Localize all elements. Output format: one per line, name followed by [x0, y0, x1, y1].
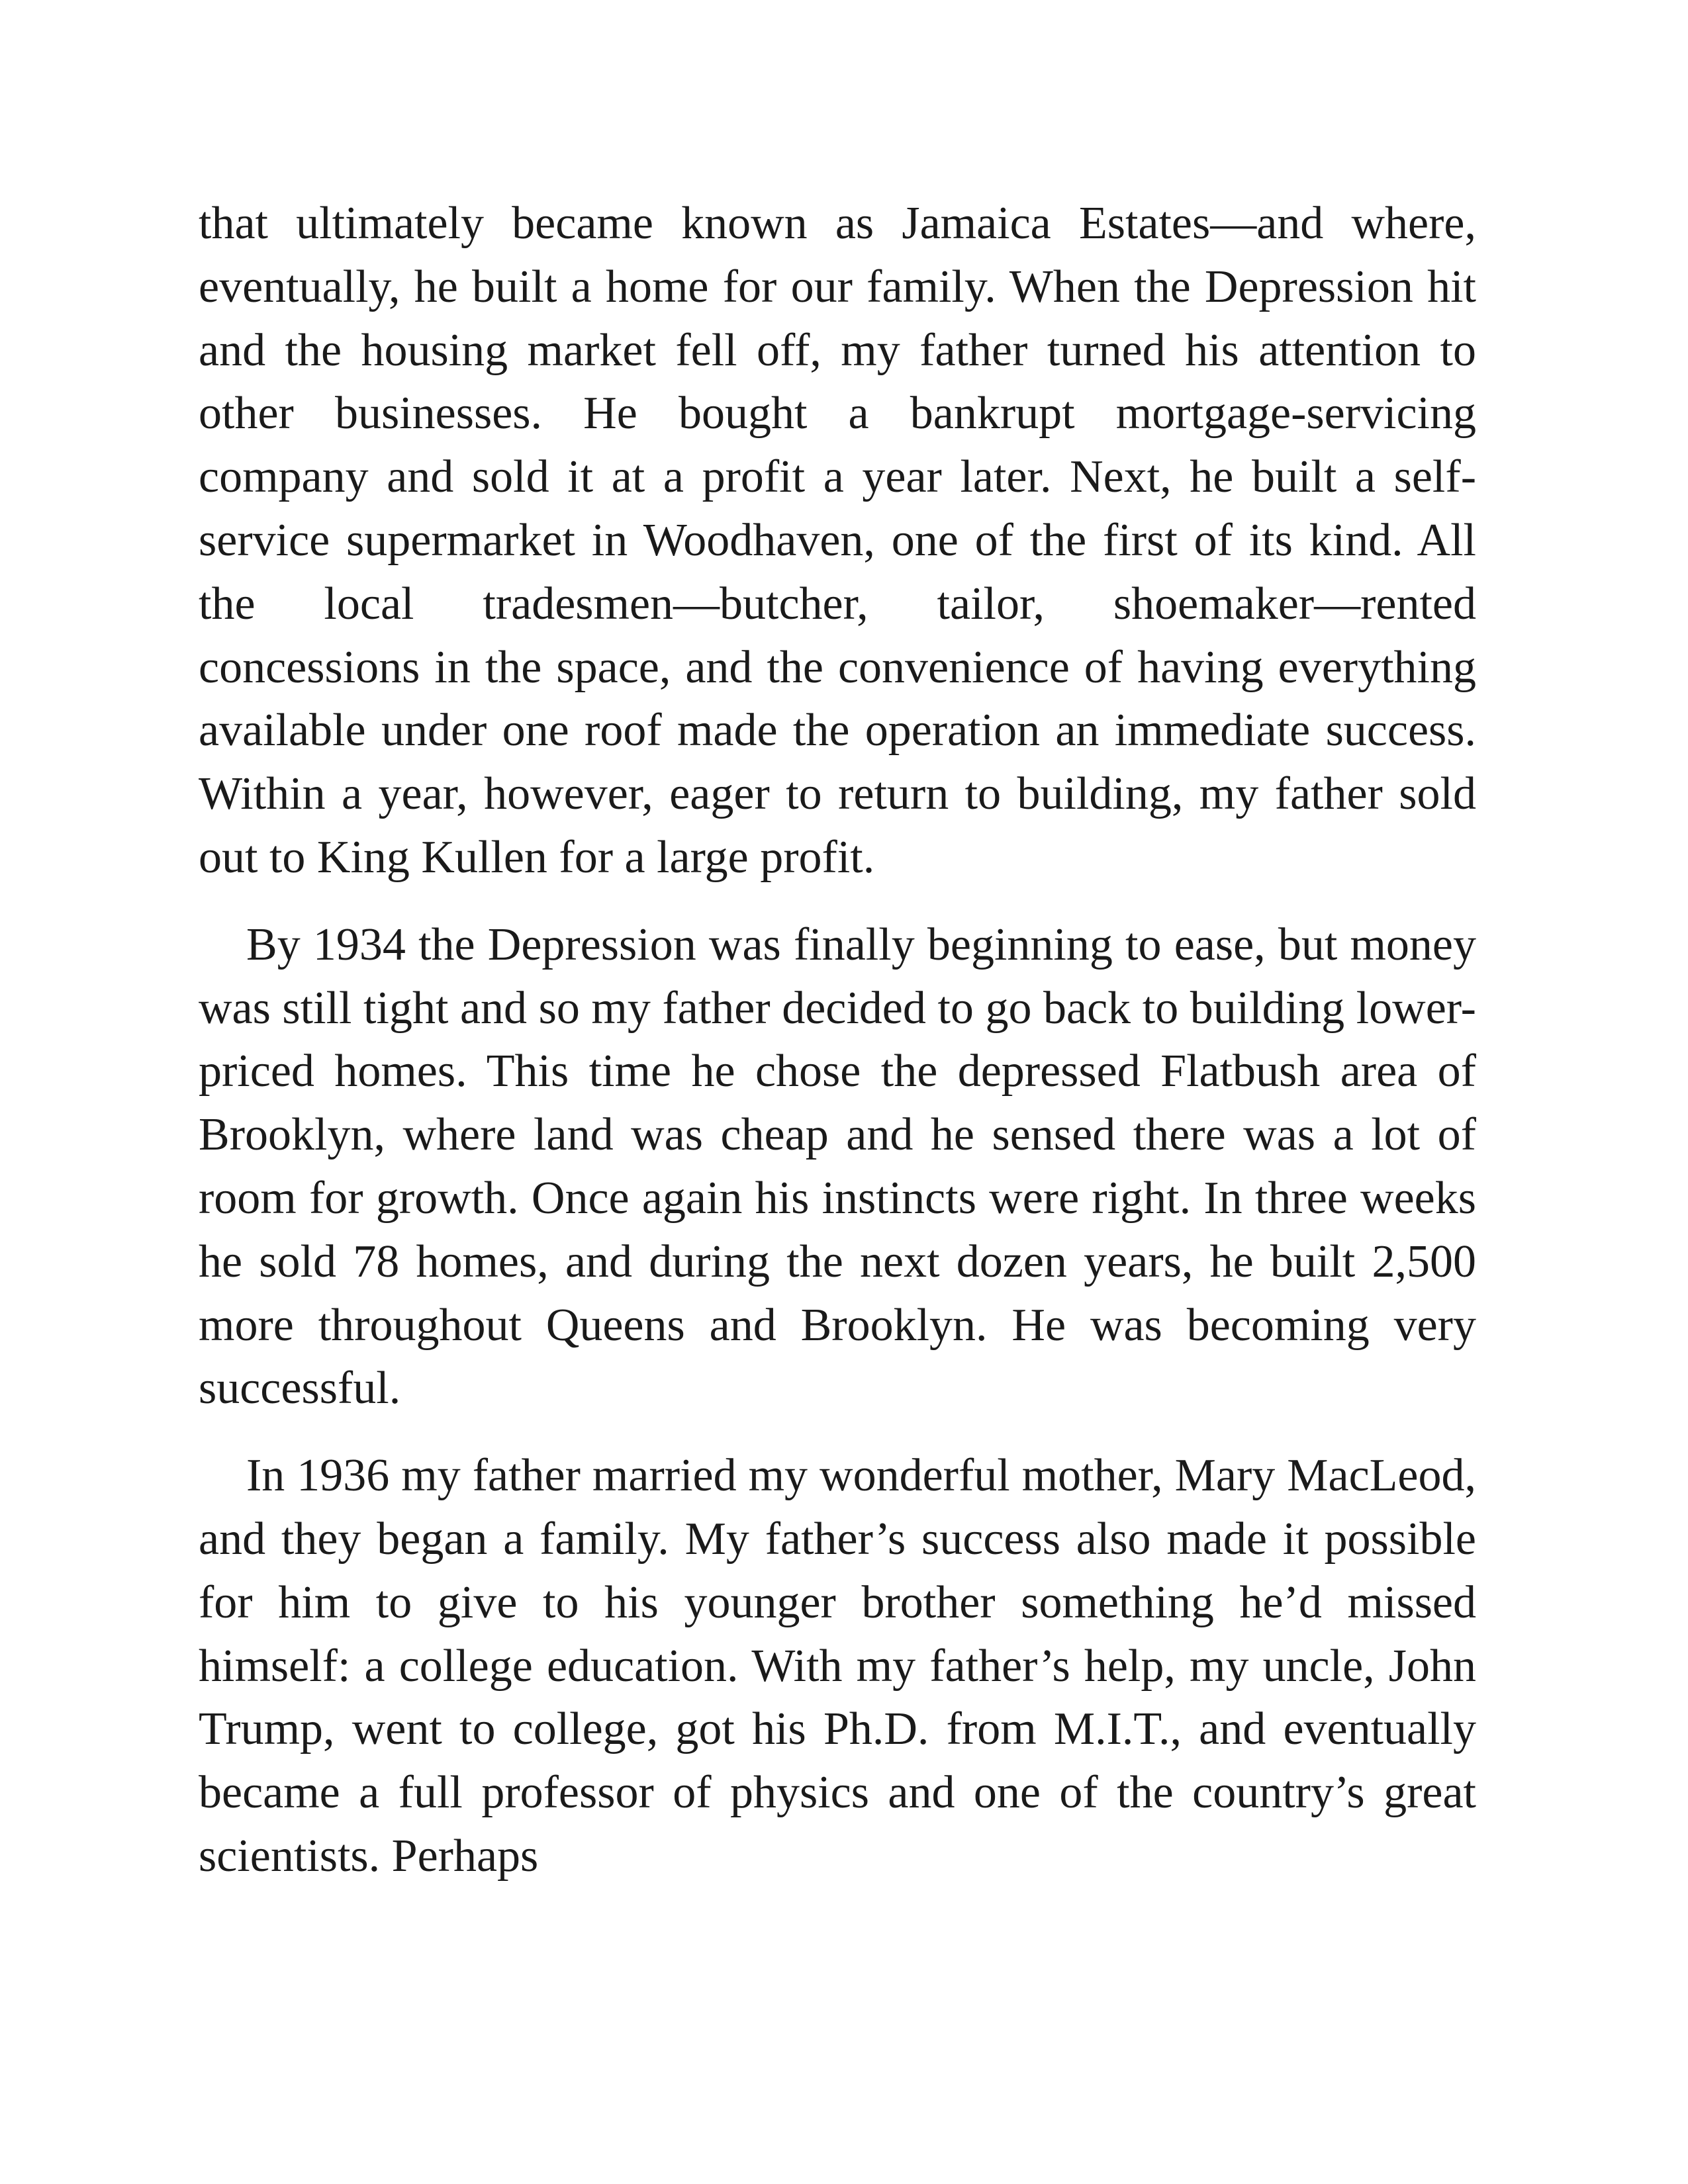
paragraph-1934: By 1934 the Depression was finally beginning to ease, but money was still tight and so my father decided to go back to building lower-priced homes. This time he chose the depressed Flatbush area of Brooklyn, where land was cheap and he sensed there was a lot of room for growth. Once again his instincts were right. In three weeks he sold 78 homes, and during the next dozen years, he built 2,500 more throughout Queens and Brooklyn. He was becoming very successful. — [199, 919, 1476, 1414]
paragraph-continued: that ultimately became known as Jamaica Estates—and where, eventually, he built a home for our family. When the Depression hit and the housing market fell off, my father turned his attention to other businesses. He bought a bankrupt mortgage-servicing company and sold it at a profit a year later. Next, he built a self-service supermarket in Woodhaven, one of the first of its kind. All the local tradesmen—butcher, tailor, shoemaker—rented concessions in the space, and the convenience of having everything available under one roof made the operation an immediate success. Within a year, however, eager to return to building, my father sold out to King Kullen for a large profit. — [199, 198, 1476, 883]
body-text — [199, 192, 1476, 1888]
paragraph-1936: In 1936 my father married my wonderful mother, Mary MacLeod, and they began a family. My father’s success also made it possible for him to give to his younger brother something he’d missed himself: a college education. With my father’s help, my uncle, John Trump, went to college, got his Ph.D. from M.I.T., and eventually became a full professor of physics and one of the country’s great scientists. Perhaps — [199, 1450, 1476, 1882]
